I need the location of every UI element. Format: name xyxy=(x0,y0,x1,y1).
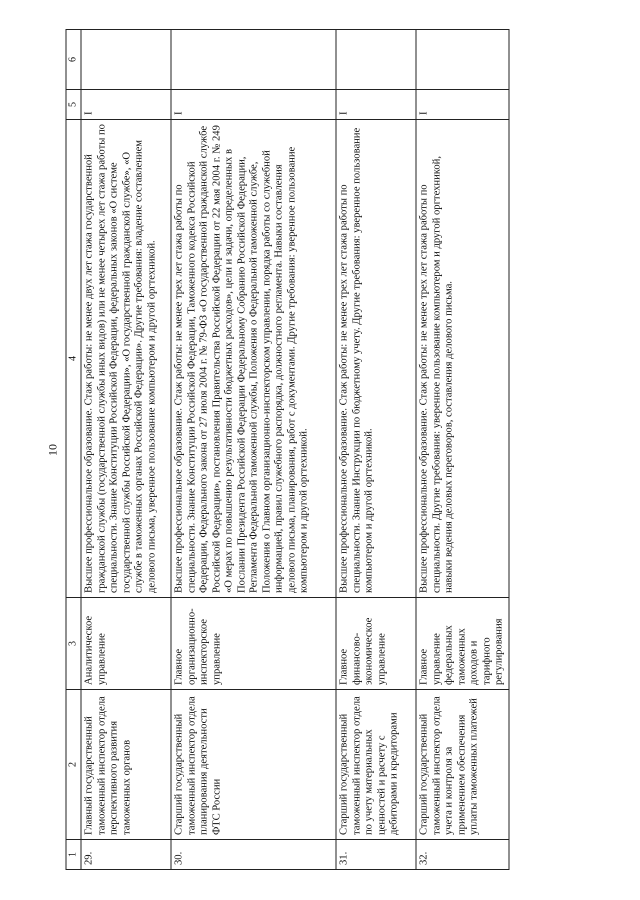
col6-value xyxy=(336,30,416,90)
department: Главное финансово-экономическое управление xyxy=(336,598,416,690)
row-number: 32. xyxy=(416,840,509,870)
header-col-3: 3 xyxy=(66,598,81,690)
header-col-2: 2 xyxy=(66,690,81,840)
col5-value: I xyxy=(336,90,416,120)
position-title: Старший государственный таможенный инспектор отдела учета и контроля за применением обеспечения уплаты таможенных платежей xyxy=(416,690,509,840)
table-row xyxy=(416,30,509,870)
positions-table xyxy=(66,29,510,870)
requirements: Высшее профессиональное образование. Стаж работы: не менее трех лет стажа работы по специальности. Другие требования: уверенное пользование компьютером и другой оргтехникой, навыки ведения деловых переговоров, составления делового письма. xyxy=(416,120,509,598)
position-title: Старший государственный таможенный инспектор отдела планирования деятельности ФТС России xyxy=(171,690,336,840)
col5-value: I xyxy=(416,90,509,120)
row-number: 31. xyxy=(336,840,416,870)
table-row xyxy=(171,30,336,870)
col6-value xyxy=(416,30,509,90)
col5-value: I xyxy=(81,90,171,120)
col6-value xyxy=(171,30,336,90)
header-col-4: 4 xyxy=(66,120,81,598)
header-col-5: 5 xyxy=(66,90,81,120)
position-title: Старший государственный таможенный инспектор отдела по учету материальных ценностей и расчету с дебиторами и кредиторами xyxy=(336,690,416,840)
requirements: Высшее профессиональное образование. Стаж работы: не менее трех лет стажа работы по специальности. Знание Конституции Российской Федерации, Таможенного кодекса Российской Федерации, Федерального закона от 27 июля 2004 г. № 79-ФЗ «О государственной гражданской службе Российской Федерации», постановления Правительства Российской Федерации от 22 мая 2004 г. № 249 «О мерах по повышению результативности бюджетных расходов», цели и задачи, определенных в Послании Президента Российской Федерации Федеральному Собранию Российской Федерации, Регламента Федеральной таможенной службы, Положения о Федеральной таможенной службе, Положения о Главном организационно-инспекторском управлении, порядка работы со служебной информацией, правил служебного распорядка, должностного регламента. Навыки составления делового письма, планирования, работ с документами. Другие требования: уверенное пользование компьютером и другой оргтехникой. xyxy=(171,120,336,598)
position-title: Главный государственный таможенный инспектор отдела перспективного развития таможенных органов xyxy=(81,690,171,840)
requirements: Высшее профессиональное образование. Стаж работы: не менее двух лет стажа государственной гражданской службы (государственной службы иных видов) или не менее четырех лет стажа работы по специальности. Знание Конституции Российской Федерации, федеральных законов «О системе государственной службы Российской Федерации», «О государственной гражданской службе», «О службе в таможенных органах Российской Федерации». Другие требования: владение составлением делового письма, уверенное пользование компьютером и другой оргтехникой. xyxy=(81,120,171,598)
department: Аналитическое управление xyxy=(81,598,171,690)
col6-value xyxy=(81,30,171,90)
requirements: Высшее профессиональное образование. Стаж работы: не менее трех лет стажа работы по специальности. Знание Инструкции по бюджетному учету. Другие требования: уверенное пользование компьютером и другой оргтехникой. xyxy=(336,120,416,598)
header-col-1: 1 xyxy=(66,840,81,870)
row-number: 30. xyxy=(171,840,336,870)
page-number: 10 xyxy=(45,444,60,456)
rotated-page xyxy=(38,20,603,880)
header-row xyxy=(66,30,81,870)
department: Главное организационно-инспекторское управление xyxy=(171,598,336,690)
header-col-6: 6 xyxy=(66,30,81,90)
table-row xyxy=(336,30,416,870)
table-row xyxy=(81,30,171,870)
department: Главное управление федеральных таможенных доходов и тарифного регулирования xyxy=(416,598,509,690)
row-number: 29. xyxy=(81,840,171,870)
col5-value: I xyxy=(171,90,336,120)
